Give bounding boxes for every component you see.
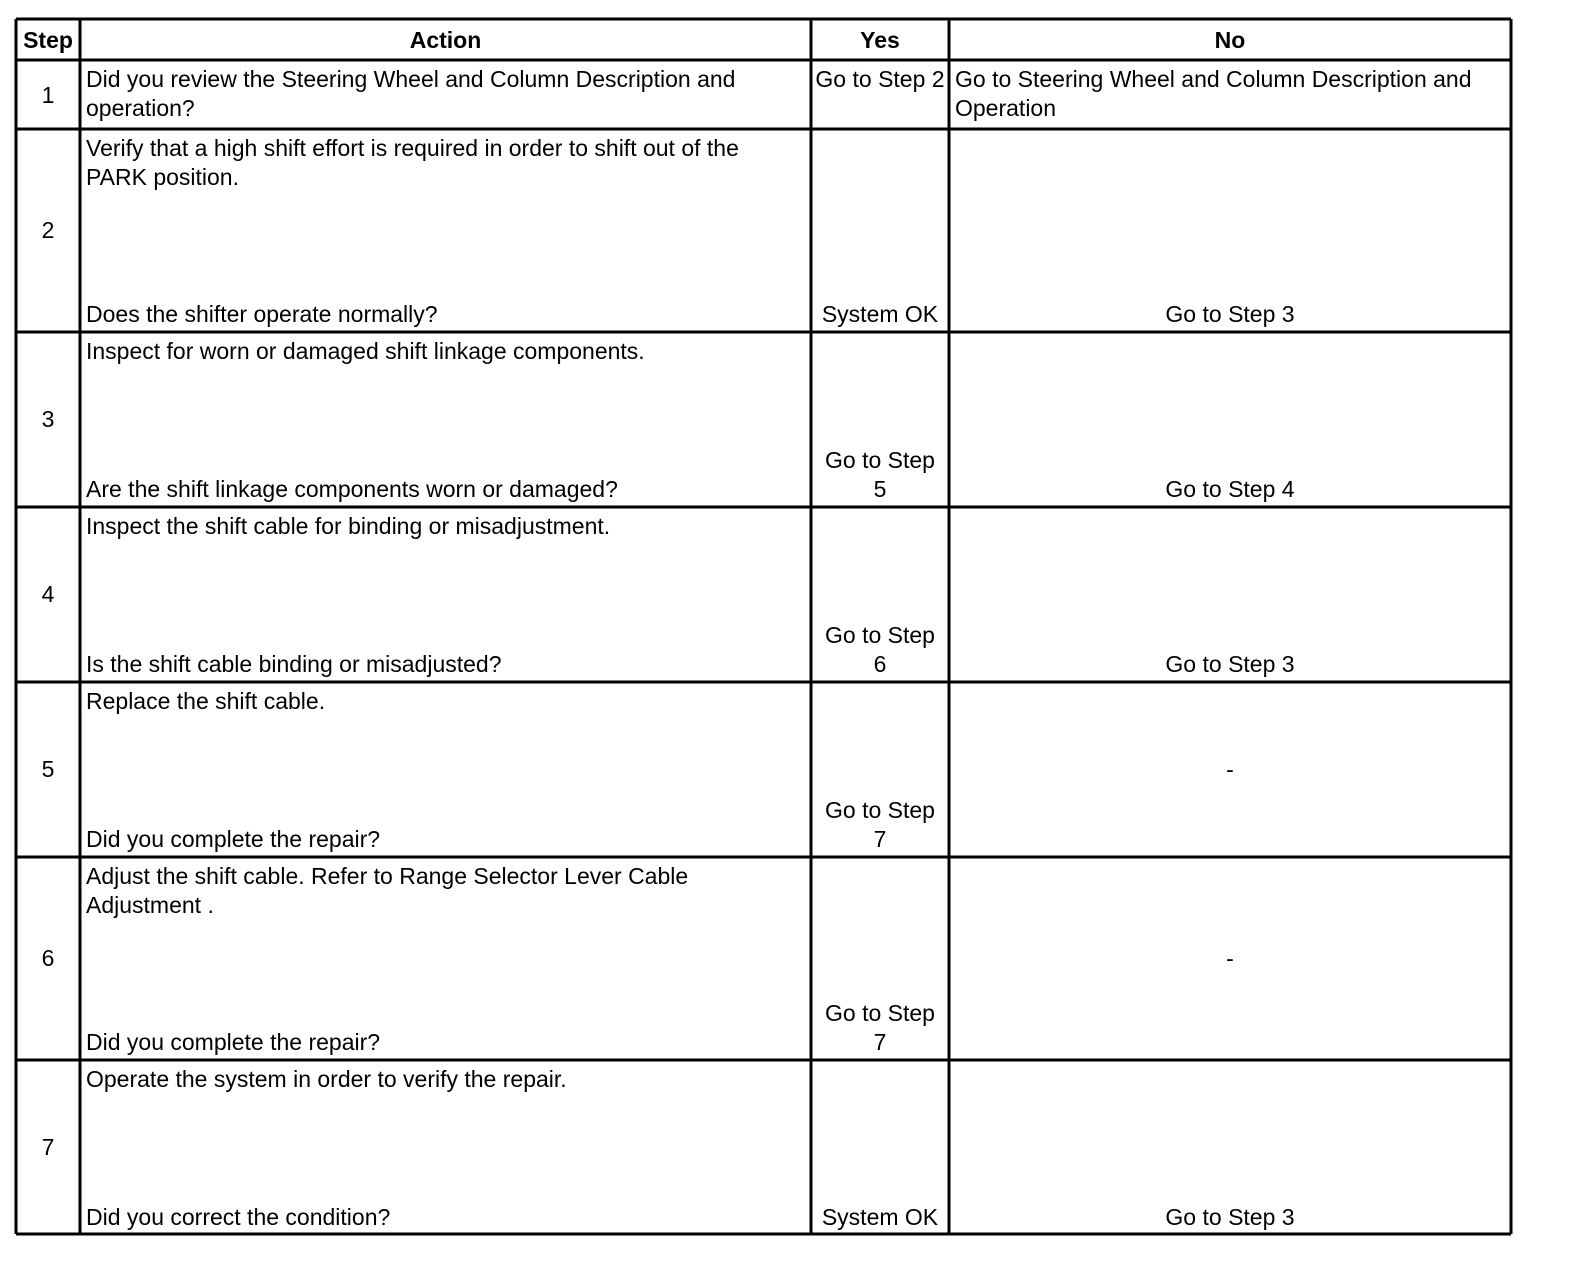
action-instruction: Operate the system in order to verify the repair. — [86, 1066, 567, 1092]
no-result: Go to Step 3 — [1165, 651, 1295, 677]
no-cell — [949, 130, 1511, 331]
yes-result: System OK — [821, 301, 939, 327]
action-question: Is the shift cable binding or misadjusted? — [86, 651, 502, 677]
no-cell — [949, 61, 1511, 129]
action-cell — [80, 130, 811, 331]
no-result: - — [1226, 945, 1234, 971]
no-result: Go to Steering Wheel and Column Description and Operation — [955, 66, 1472, 121]
action-cell — [80, 858, 811, 1059]
action-instruction: Replace the shift cable. — [86, 688, 326, 714]
action-instruction: Inspect for worn or damaged shift linkage components. — [86, 338, 645, 364]
action-cell — [80, 333, 811, 506]
yes-cell — [811, 1061, 949, 1234]
action-question: Did you complete the repair? — [86, 1029, 381, 1055]
action-instruction: Did you review the Steering Wheel and Column Description and operation? — [86, 66, 736, 121]
yes-result: Go to Step 7 — [825, 1000, 935, 1055]
action-instruction: Inspect the shift cable for binding or misadjustment. — [86, 513, 611, 539]
action-cell — [80, 1061, 811, 1234]
yes-result: Go to Step 5 — [825, 447, 935, 502]
no-cell — [949, 858, 1511, 1059]
yes-result: Go to Step 7 — [825, 797, 935, 852]
yes-cell — [811, 683, 949, 856]
yes-result: System OK — [821, 1204, 939, 1230]
no-cell — [949, 1061, 1511, 1234]
no-cell — [949, 333, 1511, 506]
step-number: 3 — [41, 406, 55, 432]
action-instruction: Adjust the shift cable. Refer to Range Selector Lever Cable Adjustment . — [86, 863, 689, 918]
header-step: Step — [23, 27, 73, 53]
step-number: 6 — [41, 945, 55, 971]
header-yes: Yes — [860, 27, 900, 53]
yes-cell — [811, 61, 949, 129]
no-cell — [949, 683, 1511, 856]
action-cell — [80, 61, 811, 129]
action-cell — [80, 683, 811, 856]
no-result: Go to Step 4 — [1165, 476, 1295, 502]
action-question: Are the shift linkage components worn or damaged? — [86, 476, 618, 502]
action-question: Did you correct the condition? — [86, 1204, 391, 1230]
action-instruction: Verify that a high shift effort is required in order to shift out of the PARK position. — [86, 135, 739, 190]
header-no: No — [1214, 27, 1246, 53]
no-result: - — [1226, 756, 1234, 782]
no-result: Go to Step 3 — [1165, 301, 1295, 327]
step-number: 1 — [41, 81, 55, 108]
yes-result: Go to Step 2 — [815, 66, 945, 92]
yes-cell — [811, 130, 949, 331]
no-cell — [949, 508, 1511, 681]
step-number: 4 — [41, 581, 55, 607]
yes-result: Go to Step 6 — [825, 622, 935, 677]
action-question: Did you complete the repair? — [86, 826, 381, 852]
action-cell — [80, 508, 811, 681]
yes-cell — [811, 508, 949, 681]
step-number: 7 — [41, 1134, 55, 1160]
action-question: Does the shifter operate normally? — [86, 301, 438, 327]
yes-cell — [811, 333, 949, 506]
header-action: Action — [409, 27, 482, 53]
no-result: Go to Step 3 — [1165, 1204, 1295, 1230]
step-number: 5 — [41, 756, 55, 782]
yes-cell — [811, 858, 949, 1059]
step-number: 2 — [41, 217, 55, 243]
